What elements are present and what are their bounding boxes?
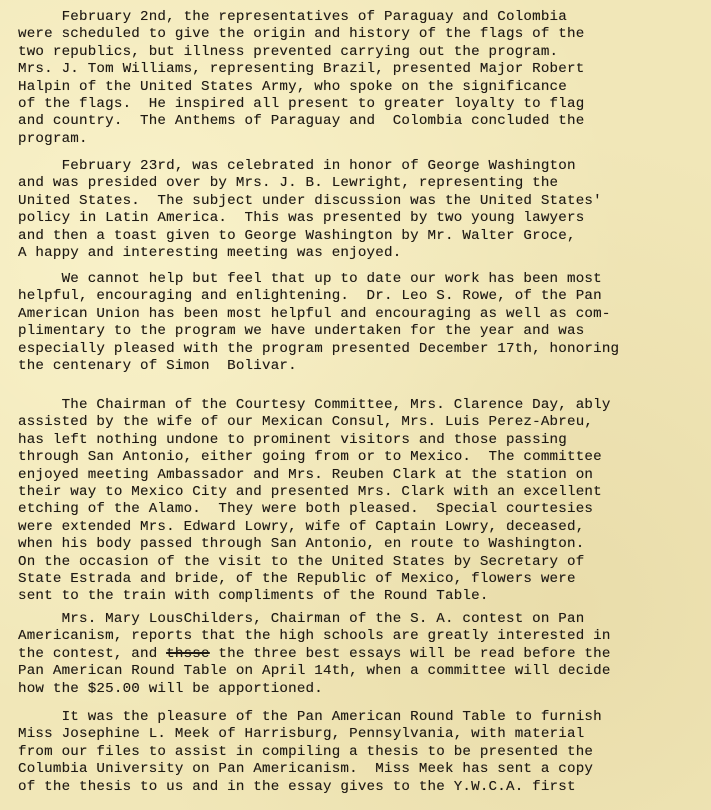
text-line: United States. The subject under discussion was the United States': [18, 192, 602, 209]
text-line: Mrs. J. Tom Williams, representing Brazil, presented Major Robert: [18, 61, 585, 78]
text-line: plimentary to the program we have undertaken for the year and was: [18, 323, 585, 340]
paragraph-thesis-assistance: [18, 709, 602, 796]
text-line: Pan American Round Table on April 14th, when a committee will decide: [18, 663, 611, 680]
paragraph-flags-program: [18, 9, 584, 148]
paragraph-work-progress: [18, 271, 619, 375]
text-line: program.: [18, 130, 88, 147]
text-line: American Union has been most helpful and encouraging as well as com-: [18, 305, 611, 322]
text-line: sent to the train with compliments of the Round Table.: [18, 588, 489, 605]
text-line: when his body passed through San Antonio, en route to Washington.: [18, 536, 585, 553]
text-line: their way to Mexico City and presented Mrs. Clark with an excellent: [18, 484, 602, 501]
text-line: were extended Mrs. Edward Lowry, wife of Captain Lowry, deceased,: [18, 518, 585, 535]
text-line: two republics, but illness prevented carrying out the program.: [18, 43, 559, 60]
struck-out-word: thsse: [166, 645, 210, 662]
text-line: the centenary of Simon Bolivar.: [18, 358, 297, 375]
paragraph-courtesy-committee: [18, 397, 611, 606]
text-line: and was presided over by Mrs. J. B. Lewright, representing the: [18, 175, 559, 192]
text-line: Columbia University on Pan Americanism. Miss Meek has sent a copy: [18, 761, 594, 778]
paragraph-essay-contest: [18, 611, 611, 698]
text-line: Miss Josephine L. Meek of Harrisburg, Pennsylvania, with material: [18, 726, 585, 743]
text-line: On the occasion of the visit to the United States by Secretary of: [18, 553, 585, 570]
text-line: and country. The Anthems of Paraguay and Colombia concluded the: [18, 113, 585, 130]
text-line: assisted by the wife of our Mexican Consul, Mrs. Luis Perez-Abreu,: [18, 414, 594, 431]
text-line: enjoyed meeting Ambassador and Mrs. Reuben Clark at the station on: [18, 466, 594, 483]
text-segment: the three best essays will be read before the: [209, 645, 611, 662]
text-line: through San Antonio, either going from or to Mexico. The committee: [18, 449, 602, 466]
text-line: and then a toast given to George Washington by Mr. Walter Groce,: [18, 227, 576, 244]
text-line: A happy and interesting meeting was enjoyed.: [18, 245, 402, 262]
text-line: helpful, encouraging and enlightening. Dr. Leo S. Rowe, of the Pan: [18, 288, 602, 305]
text-line: We cannot help but feel that up to date our work has been most: [18, 271, 602, 287]
text-line: especially pleased with the program presented December 17th, honoring: [18, 340, 620, 357]
text-line: policy in Latin America. This was presented by two young lawyers: [18, 210, 585, 227]
paragraph-washington-celebration: [18, 158, 602, 262]
text-line: The Chairman of the Courtesy Committee, Mrs. Clarence Day, ably: [18, 397, 611, 413]
text-line: February 2nd, the representatives of Paraguay and Colombia: [18, 9, 567, 25]
text-line: Halpin of the United States Army, who spoke on the significance: [18, 78, 567, 95]
text-line: of the flags. He inspired all present to greater loyalty to flag: [18, 96, 585, 113]
text-line: of the thesis to us and in the essay gives to the Y.W.C.A. first: [18, 778, 576, 795]
text-segment: the contest, and: [18, 645, 167, 662]
text-line: has left nothing undone to prominent visitors and those passing: [18, 431, 567, 448]
text-line-with-strikeout: [18, 646, 611, 663]
text-line: Mrs. Mary LousChilders, Chairman of the S. A. contest on Pan: [18, 611, 585, 627]
text-line: It was the pleasure of the Pan American Round Table to furnish: [18, 709, 602, 725]
text-line: from our files to assist in compiling a thesis to be presented the: [18, 743, 594, 760]
text-line: February 23rd, was celebrated in honor of George Washington: [18, 158, 576, 174]
text-line: Americanism, reports that the high schools are greatly interested in: [18, 628, 611, 645]
text-line: how the $25.00 will be apportioned.: [18, 680, 323, 697]
text-line: etching of the Alamo. They were both pleased. Special courtesies: [18, 501, 594, 518]
text-line: were scheduled to give the origin and history of the flags of the: [18, 26, 585, 43]
text-line: State Estrada and bride, of the Republic of Mexico, flowers were: [18, 571, 576, 588]
